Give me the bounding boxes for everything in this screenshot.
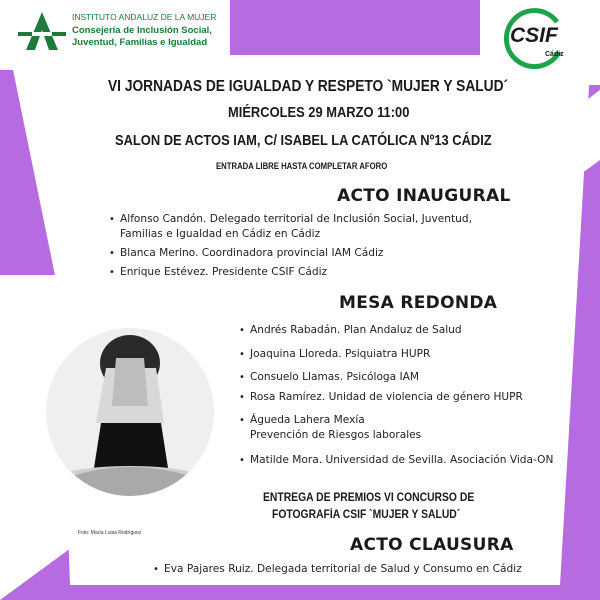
mesa-redonda-heading: MESA REDONDA xyxy=(339,293,498,313)
dancer-silhouette-image xyxy=(46,328,214,496)
item-line1: Andrés Rabadán. Plan Andaluz de Salud xyxy=(250,324,462,336)
bullet-icon: • xyxy=(109,214,115,225)
event-location: SALON DE ACTOS IAM, C/ ISABEL LA CATÓLICA Nº13 CÁDIZ xyxy=(115,132,492,149)
bullet-icon: • xyxy=(109,267,115,278)
mesa-redonda-item xyxy=(239,413,422,443)
item-line1: Alfonso Candón. Delegado territorial de Inclusión Social, Juventud, xyxy=(120,213,472,225)
event-entry: ENTRADA LIBRE HASTA COMPLETAR AFORO xyxy=(216,161,388,171)
photo-credit: Foto: María Luisa Rodríguez xyxy=(78,530,142,536)
acto-clausura-heading: ACTO CLAUSURA xyxy=(350,535,514,555)
bullet-icon: • xyxy=(239,415,245,426)
item-line1: Enrique Estévez. Presidente CSIF Cádiz xyxy=(120,266,328,278)
premios-line2: FOTOGRAFÍA CSIF `MUJER Y SALUD´ xyxy=(272,509,461,521)
item-line1: Águeda Lahera Mexía xyxy=(250,414,365,426)
acto-inaugural-heading: ACTO INAUGURAL xyxy=(337,186,511,206)
dancer-photo xyxy=(46,328,214,496)
bullet-icon: • xyxy=(109,248,115,259)
mesa-redonda-item xyxy=(239,370,420,385)
acto-inaugural-item xyxy=(109,212,472,242)
item-line2: Familias e Igualdad en Cádiz en Cádiz xyxy=(120,228,321,240)
item-line1: Eva Pajares Ruiz. Delegada territorial de Salud y Consumo en Cádiz xyxy=(164,563,522,575)
item-line1: Joaquina Lloreda. Psiquiatra HUPR xyxy=(250,348,431,360)
item-line2: Prevención de Riesgos laborales xyxy=(250,429,422,441)
mesa-redonda-item xyxy=(239,453,554,468)
iam-logo-line2: Juventud, Familias e Igualdad xyxy=(72,37,208,48)
bullet-icon: • xyxy=(239,455,245,466)
csif-logo-sub: Cádiz xyxy=(545,51,564,58)
bullet-icon: • xyxy=(239,392,245,403)
acto-inaugural-item xyxy=(109,246,384,261)
event-title: VI JORNADAS DE IGUALDAD Y RESPETO `MUJER Y SALUD´ xyxy=(108,78,509,95)
bullet-icon: • xyxy=(239,325,245,336)
mesa-redonda-item xyxy=(239,390,523,405)
iam-logo-title: INSTITUTO ANDALUZ DE LA MUJER xyxy=(72,12,217,22)
bullet-icon: • xyxy=(239,372,245,383)
item-line1: Matilde Mora. Universidad de Sevilla. Asociación Vida-ON xyxy=(250,454,554,466)
acto-clausura-item xyxy=(153,562,522,577)
item-line1: Rosa Ramírez. Unidad de violencia de género HUPR xyxy=(250,391,523,403)
premios-line1: ENTREGA DE PREMIOS VI CONCURSO DE xyxy=(263,492,475,504)
acto-inaugural-item xyxy=(109,265,328,280)
mesa-redonda-item xyxy=(239,323,462,338)
mesa-redonda-item xyxy=(239,347,431,362)
event-date: MIÉRCOLES 29 MARZO 11:00 xyxy=(228,104,410,121)
csif-logo-text: CSIF xyxy=(510,24,558,47)
item-line1: Consuelo Llamas. Psicóloga IAM xyxy=(250,371,420,383)
item-line1: Blanca Merino. Coordinadora provincial IAM Cádiz xyxy=(120,247,384,259)
iam-logo-icon xyxy=(18,10,66,52)
bullet-icon: • xyxy=(153,564,159,575)
iam-logo-line1: Consejería de Inclusión Social, xyxy=(72,25,212,36)
bullet-icon: • xyxy=(239,349,245,360)
